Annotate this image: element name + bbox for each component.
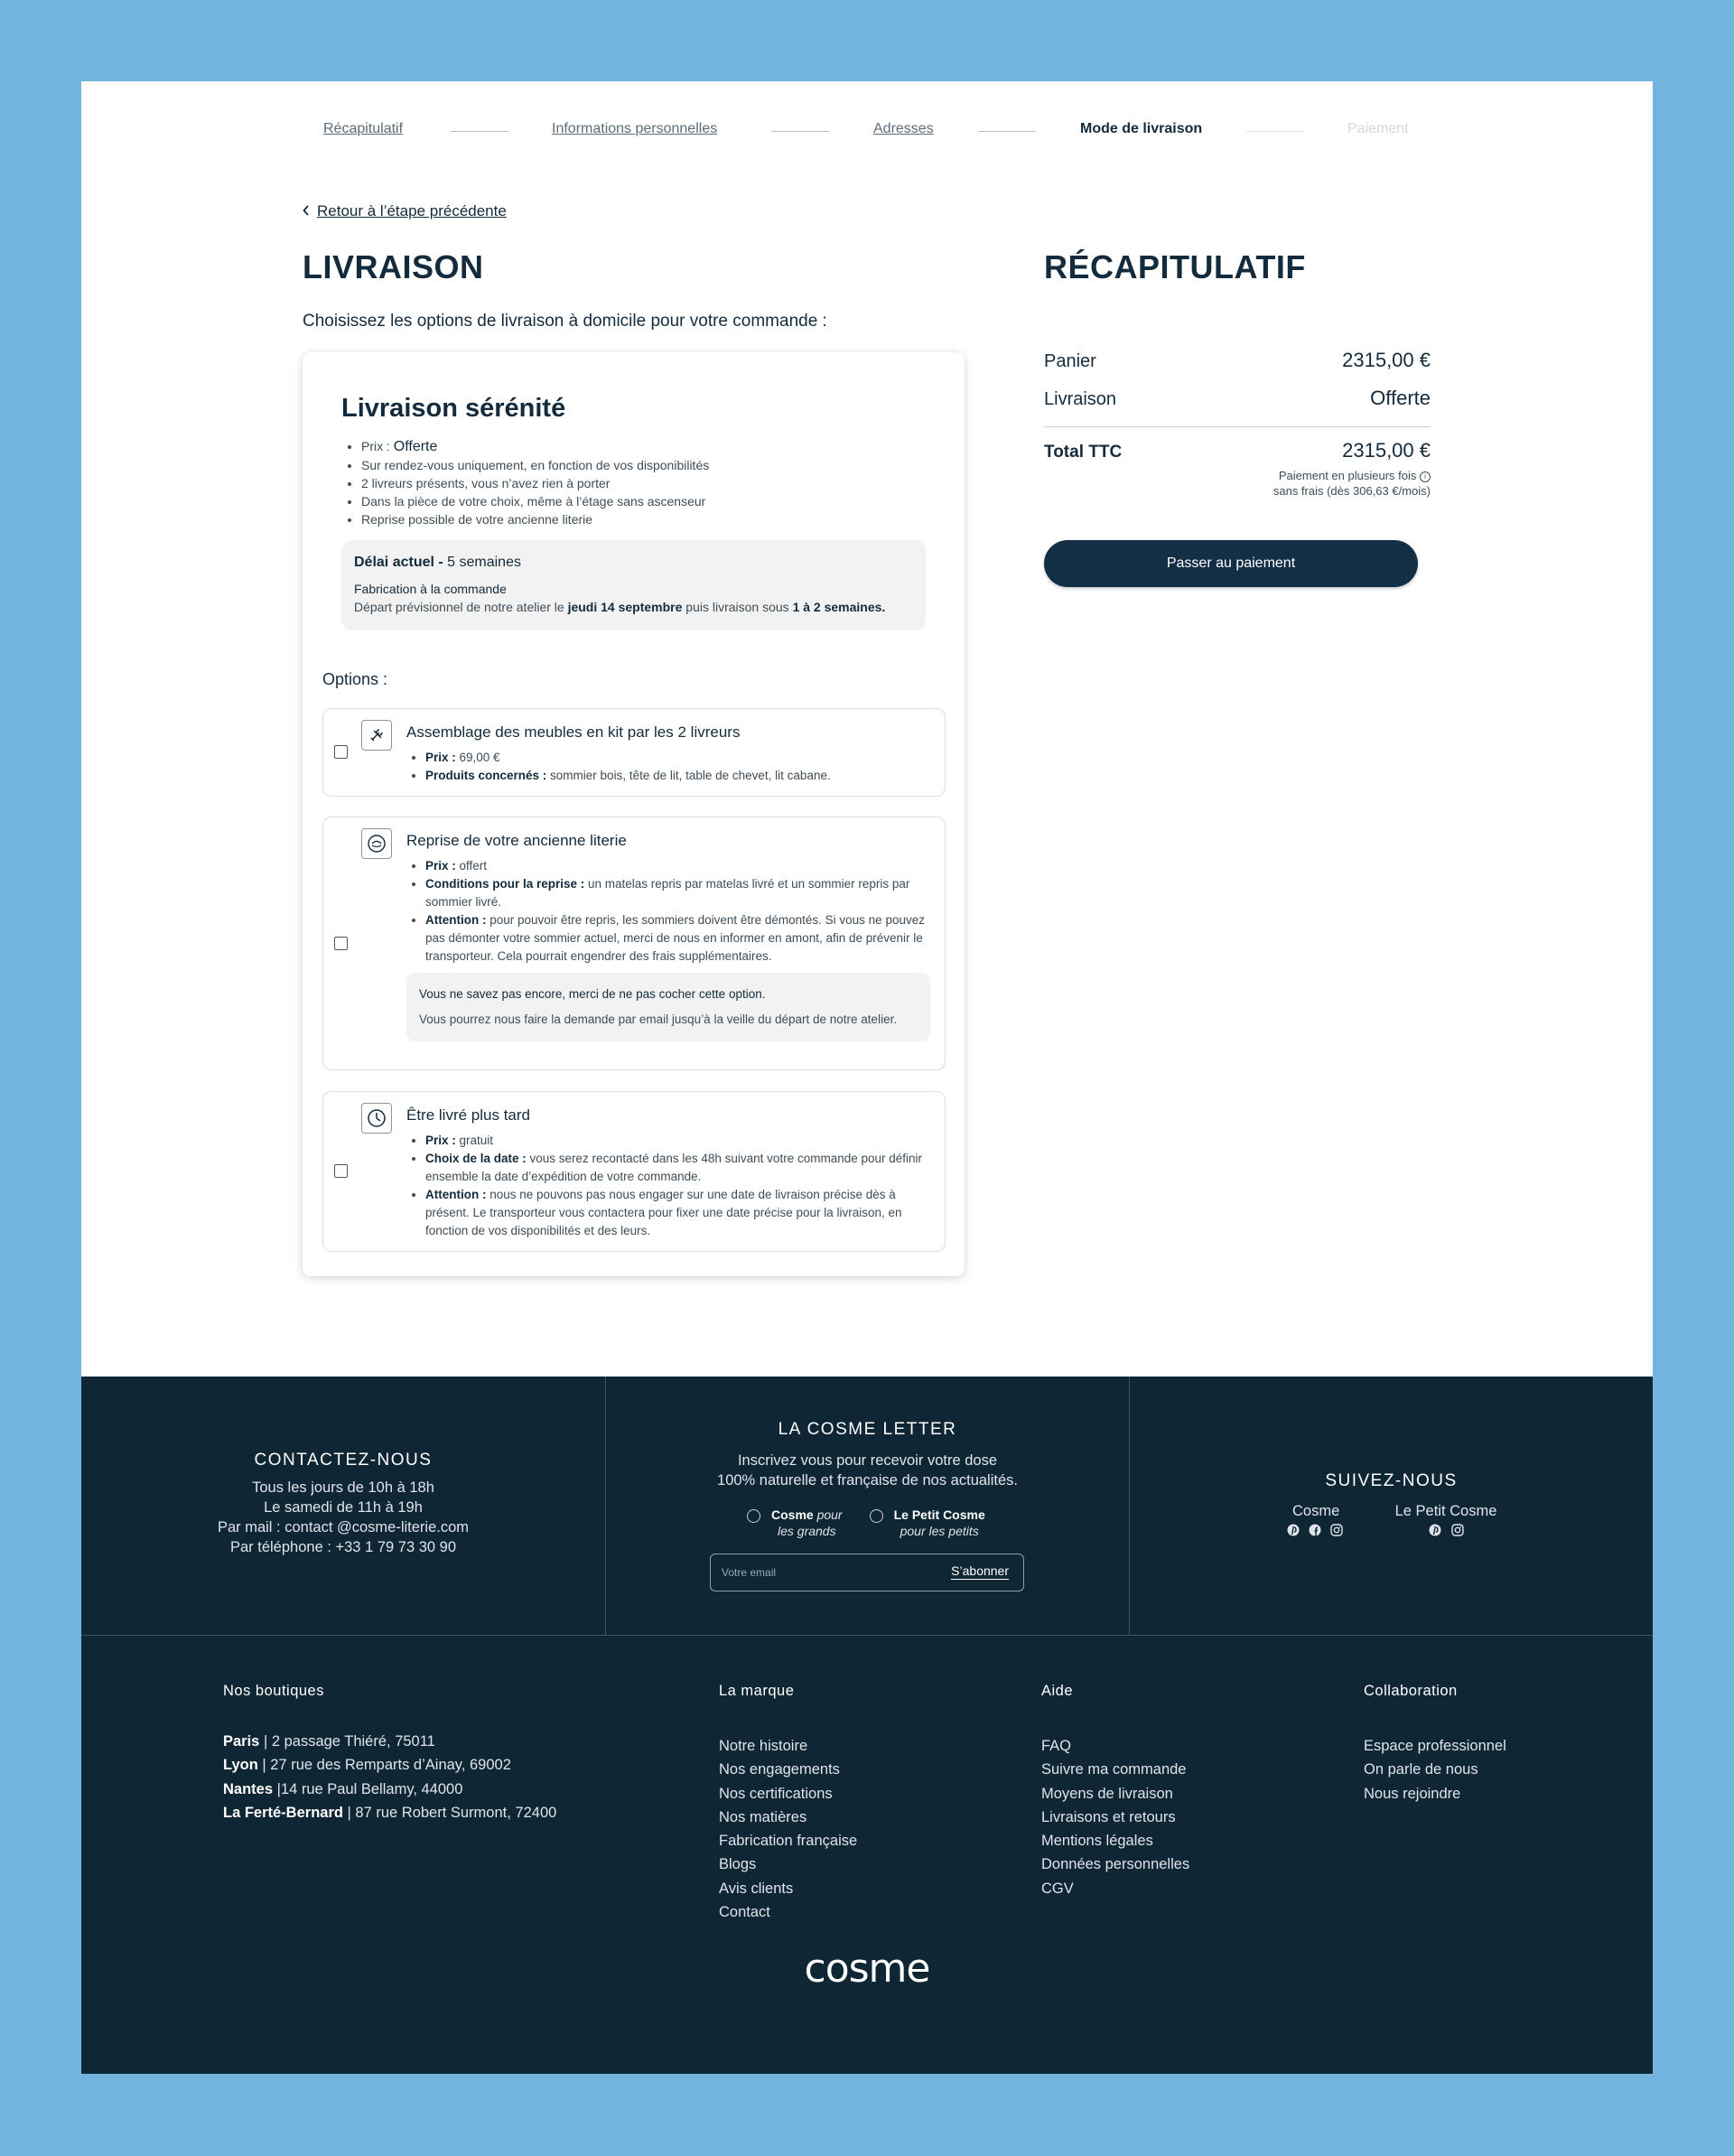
pay-button[interactable]: Passer au paiement xyxy=(1044,540,1418,587)
audience-text: les grands xyxy=(778,1524,836,1538)
list-item: • Sur rendez-vous uniquement, en fonction de vos disponibilités xyxy=(361,456,709,474)
social-icons xyxy=(1392,1523,1500,1537)
delivery-intro: Choisissez les options de livraison à domicile pour votre commande : xyxy=(303,312,827,331)
price-value: Offerte xyxy=(393,439,438,454)
chevron-left-icon xyxy=(303,202,310,220)
cart-value: 2315,00 € xyxy=(1342,349,1431,371)
shop-street: |14 rue Paul Bellamy, 44000 xyxy=(273,1780,463,1797)
delay-departure xyxy=(354,600,913,614)
facebook-icon[interactable] xyxy=(1309,1523,1322,1537)
checkout-stepper xyxy=(81,121,1653,143)
delay-weeks: 1 à 2 semaines. xyxy=(792,600,886,614)
delay-title xyxy=(354,555,913,571)
footer-newsletter xyxy=(606,1377,1129,1635)
option-later-delivery xyxy=(322,1091,946,1252)
newsletter-text: 100% naturelle et française de nos actualités. xyxy=(717,1472,1018,1489)
options-label: Options : xyxy=(322,670,388,688)
footer-link[interactable]: Espace professionnel xyxy=(1364,1738,1506,1754)
detail-value: nous ne pouvons pas nous engager sur une date de livraison précise dès à présent. Le transporteur vous contactera pour fixer une date précise pour la livraison, en fonction de vos disponibilités et des leurs. xyxy=(425,1188,902,1237)
shop-city: Nantes xyxy=(223,1780,274,1797)
recycle-icon xyxy=(361,828,392,859)
detail-key: Attention : xyxy=(425,1188,487,1201)
shop-address[interactable] xyxy=(223,1778,556,1801)
step-adresses[interactable]: Adresses xyxy=(873,121,934,136)
detail-key: Choix de la date : xyxy=(425,1152,527,1165)
total-value: 2315,00 € xyxy=(1342,439,1431,462)
delay-fabrication: Fabrication à la commande xyxy=(354,582,507,596)
option-details xyxy=(425,1132,940,1240)
option-assembly xyxy=(322,708,946,797)
option-assembly-checkbox[interactable] xyxy=(334,745,348,759)
footer-collab-links xyxy=(1364,1683,1506,1806)
option-take-back xyxy=(322,817,946,1070)
list-item xyxy=(425,749,940,767)
step-mode-de-livraison: Mode de livraison xyxy=(1080,121,1203,136)
checkout-page xyxy=(81,81,1653,2074)
detail-key: Attention : xyxy=(425,913,487,927)
option-later-delivery-checkbox[interactable] xyxy=(334,1164,348,1178)
shop-street: | 27 rue des Remparts d’Ainay, 69002 xyxy=(257,1757,511,1774)
shop-address[interactable] xyxy=(223,1730,556,1753)
detail-value: gratuit xyxy=(455,1134,494,1147)
delay-box xyxy=(341,540,926,630)
list-item xyxy=(361,437,709,456)
brand-name: Cosme xyxy=(771,1507,814,1522)
column-title: Aide xyxy=(1041,1683,1074,1699)
list-item: • Dans la pièce de votre choix, même à l’étage sans ascenseur xyxy=(361,492,709,510)
instagram-icon[interactable] xyxy=(1450,1523,1465,1537)
shop-address[interactable] xyxy=(223,1801,556,1825)
summary-total-row xyxy=(1044,439,1431,462)
footer-link[interactable]: Suivre ma commande xyxy=(1041,1761,1187,1778)
follow-cosme xyxy=(1292,1503,1338,1537)
shop-street: | 2 passage Thiéré, 75011 xyxy=(259,1733,435,1750)
instagram-icon[interactable] xyxy=(1329,1523,1343,1537)
option-title: Assemblage des meubles en kit par les 2 livreurs xyxy=(406,723,741,741)
audience-label xyxy=(771,1507,843,1539)
summary-title: RÉCAPITULATIF xyxy=(1044,248,1306,285)
detail-value: sommier bois, tête de lit, table de chevet, lit cabane. xyxy=(546,769,831,782)
shop-address[interactable] xyxy=(223,1753,556,1777)
audience-label xyxy=(894,1507,985,1539)
installments-note xyxy=(1165,468,1431,499)
footer-follow xyxy=(1130,1377,1653,1635)
footer-link[interactable]: On parle de nous xyxy=(1364,1761,1478,1778)
summary-divider xyxy=(1044,426,1431,427)
shipping-label: Livraison xyxy=(1044,389,1117,409)
cosme-logo[interactable]: cosme xyxy=(804,1946,930,1992)
option-note xyxy=(406,973,930,1041)
detail-value: un matelas repris par matelas livré et un sommier repris par sommier livré. xyxy=(425,877,910,909)
back-link-label: Retour à l’étape précédente xyxy=(317,202,507,219)
delay-text: puis livraison sous xyxy=(682,600,793,614)
contact-title: CONTACTEZ-NOUS xyxy=(254,1451,433,1470)
footer-divider xyxy=(81,1635,1653,1636)
total-label: Total TTC xyxy=(1044,443,1123,462)
list-item xyxy=(425,1186,940,1240)
step-connector xyxy=(771,131,829,132)
contact-line: Le samedi de 11h à 19h xyxy=(264,1499,423,1516)
contact-email[interactable]: Par mail : contact @cosme-literie.com xyxy=(217,1519,470,1535)
delay-value: 5 semaines xyxy=(447,555,521,570)
detail-key: Conditions pour la reprise : xyxy=(425,877,585,891)
option-take-back-checkbox[interactable] xyxy=(334,937,348,950)
shop-city: La Ferté-Bernard xyxy=(223,1804,343,1821)
footer-link[interactable]: Nous rejoindre xyxy=(1364,1785,1461,1802)
brand-name: Le Petit Cosme xyxy=(1394,1503,1497,1519)
audience-text: pour xyxy=(813,1507,843,1522)
back-link[interactable] xyxy=(303,202,507,220)
brand-name: Cosme xyxy=(1292,1503,1340,1519)
shop-city: Paris xyxy=(223,1733,260,1750)
footer-link[interactable]: Livraisons et retours xyxy=(1041,1808,1176,1825)
footer-contact xyxy=(81,1377,605,1635)
list-item xyxy=(425,1150,940,1186)
follow-petit-cosme xyxy=(1392,1503,1500,1537)
step-connector xyxy=(1246,131,1304,132)
list-item xyxy=(425,857,940,875)
option-details xyxy=(425,857,940,966)
footer-link[interactable]: Fabrication française xyxy=(719,1833,858,1850)
audience-option-cosme[interactable] xyxy=(747,1507,843,1539)
delay-label: Délai actuel - xyxy=(354,555,448,570)
detail-key: Prix : xyxy=(425,751,456,764)
radio-button[interactable] xyxy=(747,1509,760,1523)
footer-link[interactable]: Nos certifications xyxy=(719,1785,833,1802)
list-item: • Reprise possible de votre ancienne literie xyxy=(361,510,709,528)
summary-shipping-row xyxy=(1044,387,1431,410)
cart-label: Panier xyxy=(1044,351,1096,371)
detail-value: pour pouvoir être repris, les sommiers doivent être démontés. Si vous ne pouvez pas démonter votre sommier actuel, merci de nous en informer en amont, afin de prévenir le transporteur. Cela pourrait engendrer des frais supplémentaires. xyxy=(425,913,925,963)
list-item xyxy=(425,911,940,966)
audience-option-petit-cosme[interactable] xyxy=(870,1507,985,1539)
newsletter-email-input[interactable] xyxy=(722,1563,929,1582)
shipping-value: Offerte xyxy=(1370,387,1431,409)
column-title: La marque xyxy=(719,1683,795,1699)
social-icons xyxy=(1287,1523,1343,1537)
delivery-features-list xyxy=(361,437,709,528)
pinterest-icon[interactable] xyxy=(1287,1523,1300,1537)
list-item: • 2 livreurs présents, vous n’avez rien à porter xyxy=(361,474,709,492)
newsletter-form xyxy=(710,1554,1024,1591)
detail-value: offert xyxy=(455,859,488,873)
detail-value: vous serez recontacté dans les 48h suivant votre commande pour définir ensemble la date d’expédition de votre commande. xyxy=(425,1152,923,1183)
list-item xyxy=(425,875,940,911)
footer-link[interactable]: Nos engagements xyxy=(719,1761,840,1778)
newsletter-audience xyxy=(747,1507,985,1539)
column-title: Nos boutiques xyxy=(223,1683,324,1699)
footer-link[interactable]: Avis clients xyxy=(719,1880,794,1897)
delay-text: Départ prévisionnel de notre atelier le xyxy=(354,600,568,614)
audience-text: pour les petits xyxy=(900,1524,979,1538)
radio-button[interactable] xyxy=(870,1509,883,1523)
option-title: Être livré plus tard xyxy=(406,1106,530,1124)
shop-street: | 87 rue Robert Surmont, 72400 xyxy=(342,1804,557,1821)
delay-date: jeudi 14 septembre xyxy=(567,600,683,614)
delivery-option-card xyxy=(303,352,965,1276)
footer-brand-links xyxy=(719,1683,857,1924)
summary-cart-row xyxy=(1044,349,1431,372)
info-icon[interactable]: i xyxy=(1420,471,1431,482)
brand-name: Le Petit Cosme xyxy=(893,1507,985,1522)
installments-line: Paiement en plusieurs fois xyxy=(1278,469,1417,482)
step-recapitulatif[interactable]: Récapitulatif xyxy=(323,121,404,136)
footer-shops xyxy=(223,1683,556,1825)
step-connector xyxy=(978,131,1036,132)
newsletter-title: LA COSME LETTER xyxy=(778,1420,957,1439)
column-title: Collaboration xyxy=(1364,1683,1458,1699)
detail-key: Prix : xyxy=(425,859,456,873)
note-line: Vous pourrez nous faire la demande par email jusqu’à la veille du départ de notre atelier. xyxy=(419,1013,898,1026)
footer-link[interactable]: Mentions légales xyxy=(1041,1833,1153,1850)
step-connector xyxy=(451,131,508,132)
footer-link[interactable]: Nos matières xyxy=(719,1808,807,1825)
detail-key: Produits concernés : xyxy=(425,769,547,782)
detail-key: Prix : xyxy=(425,1134,456,1147)
footer-link[interactable]: Moyens de livraison xyxy=(1041,1785,1173,1802)
price-label: Prix : xyxy=(361,439,394,453)
installments-line: sans frais (dès 306,63 €/mois) xyxy=(1273,484,1431,498)
footer-link[interactable]: CGV xyxy=(1041,1880,1074,1897)
follow-title: SUIVEZ-NOUS xyxy=(1325,1471,1458,1490)
subscribe-button[interactable]: S’abonner xyxy=(951,1563,1009,1578)
footer-link[interactable]: Notre histoire xyxy=(719,1738,808,1754)
card-title: Livraison sérénité xyxy=(341,394,566,423)
list-item xyxy=(425,767,940,785)
option-title: Reprise de votre ancienne literie xyxy=(406,832,627,849)
footer-link[interactable]: Contact xyxy=(719,1904,770,1921)
contact-line: Tous les jours de 10h à 18h xyxy=(252,1479,434,1496)
list-item xyxy=(425,1132,940,1150)
shop-city: Lyon xyxy=(223,1757,258,1774)
detail-value: 69,00 € xyxy=(455,751,500,764)
footer-link[interactable]: Données personnelles xyxy=(1041,1856,1190,1873)
clock-icon xyxy=(361,1103,392,1134)
note-line: Vous ne savez pas encore, merci de ne pas cocher cette option. xyxy=(419,987,766,1001)
footer xyxy=(81,1377,1653,2074)
option-details xyxy=(425,749,940,785)
pinterest-icon[interactable] xyxy=(1428,1523,1442,1537)
tools-icon xyxy=(361,720,392,751)
step-informations-personnelles[interactable]: Informations personnelles xyxy=(552,121,718,136)
footer-link[interactable]: FAQ xyxy=(1041,1738,1072,1754)
newsletter-text: Inscrivez vous pour recevoir votre dose xyxy=(737,1452,998,1469)
footer-link[interactable]: Blogs xyxy=(719,1856,757,1873)
step-paiement: Paiement xyxy=(1347,121,1409,136)
delivery-title: LIVRAISON xyxy=(303,248,484,285)
footer-help-links xyxy=(1041,1683,1189,1900)
contact-phone[interactable]: Par téléphone : +33 1 79 73 30 90 xyxy=(230,1539,456,1555)
